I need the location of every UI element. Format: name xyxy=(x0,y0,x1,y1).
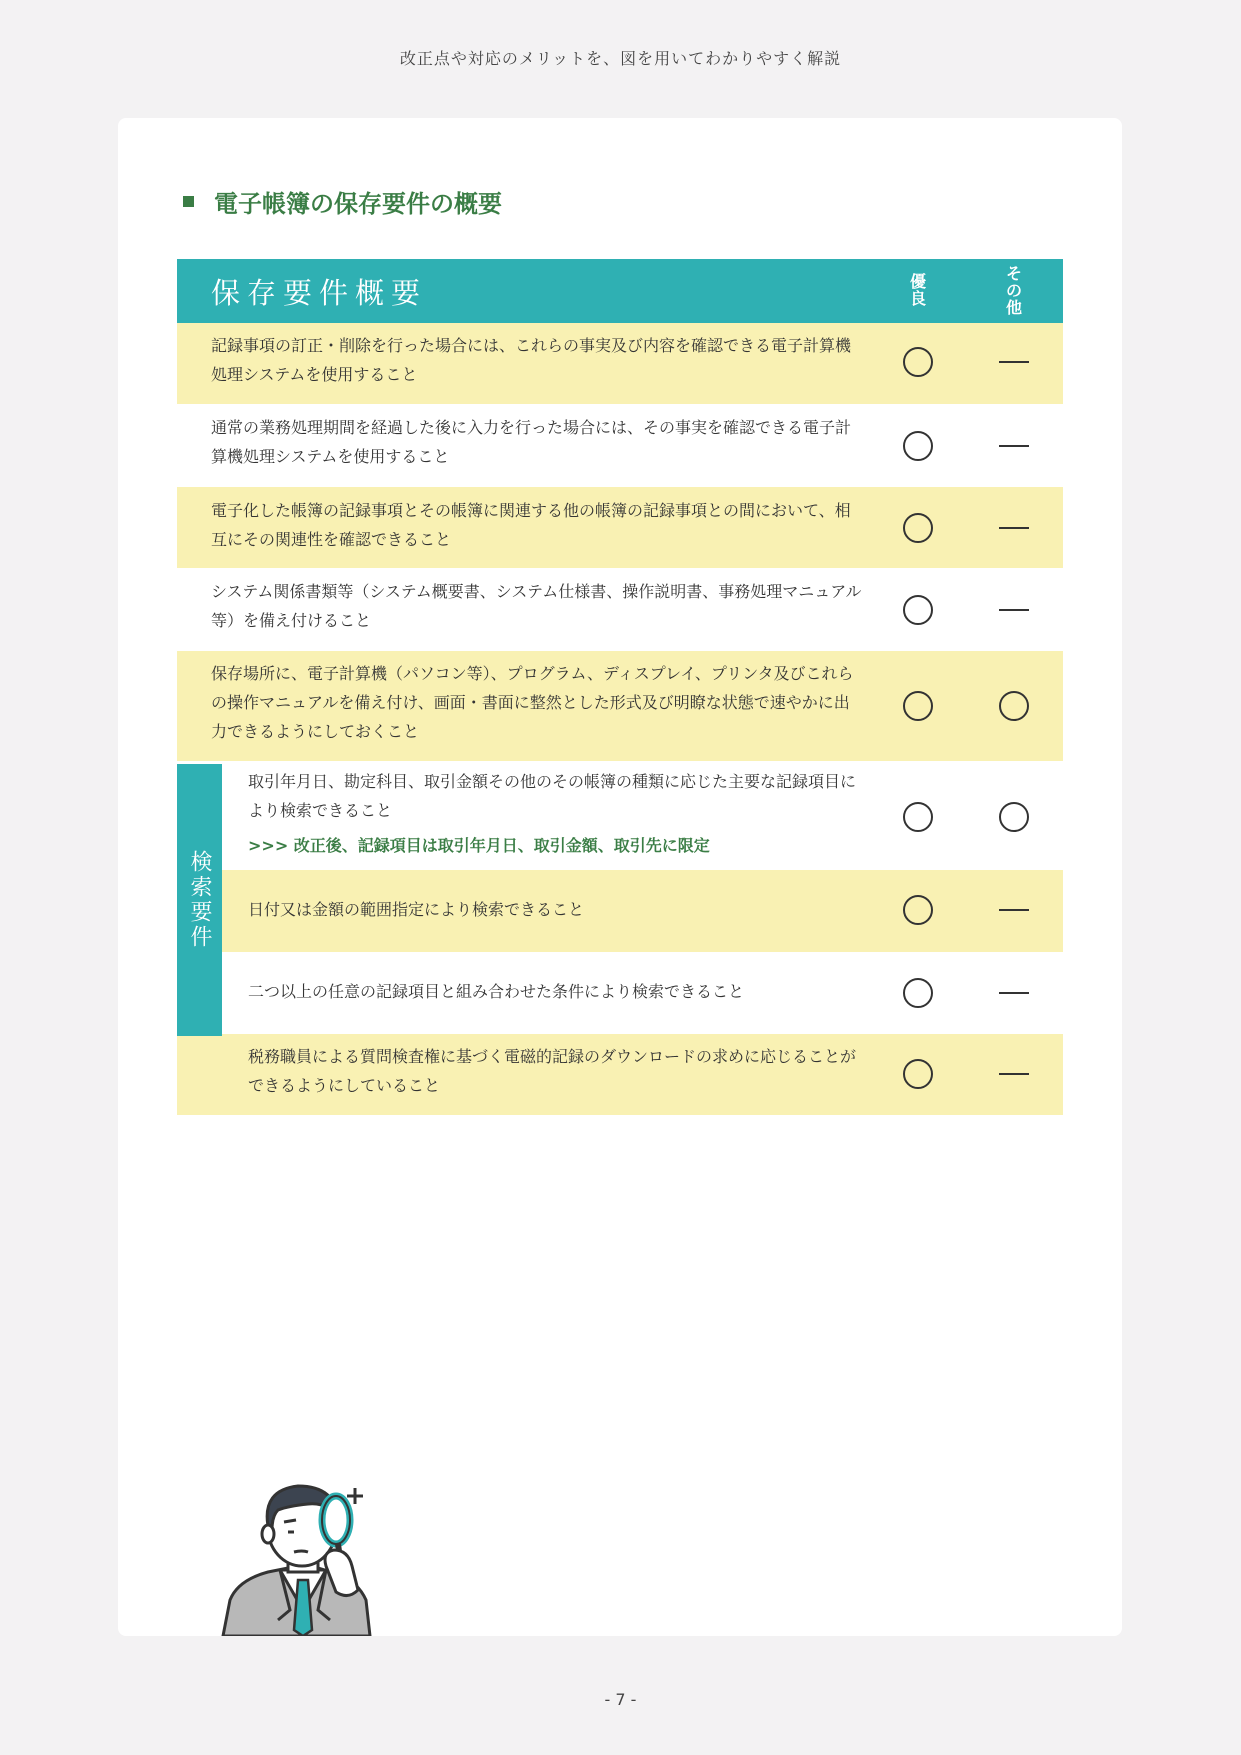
table-row xyxy=(177,487,1063,568)
circle-mark-icon xyxy=(903,691,933,721)
row-text: 通常の業務処理期間を経過した後に入力を行った場合には、その事実を確認できる電子計算機処理システムを使用すること xyxy=(211,418,852,466)
row-text: システム関係書類等（システム概要書、システム仕様書、操作説明書、事務処理マニュアル等）を備え付けること xyxy=(211,582,862,630)
dash-mark-icon xyxy=(999,1059,1029,1089)
dash-mark-icon xyxy=(999,431,1029,461)
revision-note: >>> 改正後、記録項目は取引年月日、取引金額、取引先に限定 xyxy=(248,836,710,855)
circle-mark-icon xyxy=(903,1059,933,1089)
table-row xyxy=(177,870,1063,952)
circle-mark-icon xyxy=(999,691,1029,721)
page-number: - 7 - xyxy=(604,1690,637,1709)
table-row xyxy=(177,651,1063,761)
content-card xyxy=(118,118,1122,1636)
column-header-yuryo: 優 良 xyxy=(909,272,926,308)
circle-mark-icon xyxy=(903,431,933,461)
row-text: 日付又は金額の範囲指定により検索できること xyxy=(248,900,585,919)
row-text: 記録事項の訂正・削除を行った場合には、これらの事実及び内容を確認できる電子計算機処理システムを使用すること xyxy=(211,336,852,384)
table-row xyxy=(177,761,1063,870)
row-text: 税務職員による質問検査権に基づく電磁的記録のダウンロードの求めに応じることができるようにしていること xyxy=(248,1047,857,1095)
square-bullet-icon xyxy=(183,196,194,207)
dash-mark-icon xyxy=(999,595,1029,625)
row-text: 電子化した帳簿の記録事項とその帳簿に関連する他の帳簿の記録事項との間において、相互にその関連性を確認できること xyxy=(211,501,851,549)
table-row xyxy=(177,568,1063,651)
dash-mark-icon xyxy=(999,895,1029,925)
circle-mark-icon xyxy=(903,802,933,832)
dash-mark-icon xyxy=(999,978,1029,1008)
table-row xyxy=(177,323,1063,404)
running-header: 改正点や対応のメリットを、図を用いてわかりやすく解説 xyxy=(399,49,842,68)
requirements-table xyxy=(177,259,1063,1115)
dash-mark-icon xyxy=(999,513,1029,543)
circle-mark-icon xyxy=(999,802,1029,832)
row-text: 取引年月日、勘定科目、取引金額その他のその帳簿の種類に応じた主要な記録項目により検索できること xyxy=(248,772,857,820)
search-requirements-label xyxy=(177,764,222,1036)
row-text: 二つ以上の任意の記録項目と組み合わせた条件により検索できること xyxy=(248,982,745,1001)
circle-mark-icon xyxy=(903,347,933,377)
table-row xyxy=(177,952,1063,1034)
circle-mark-icon xyxy=(903,513,933,543)
circle-mark-icon xyxy=(903,595,933,625)
table-row xyxy=(177,1034,1063,1115)
column-header-sonota: そ の 他 xyxy=(1005,264,1022,317)
section-title xyxy=(183,186,502,216)
circle-mark-icon xyxy=(903,895,933,925)
dash-mark-icon xyxy=(999,347,1029,377)
row-text: 保存場所に、電子計算機（パソコン等）、プログラム、ディスプレイ、プリンタ及びこれらの操作マニュアルを備え付け、画面・書面に整然とした形式及び明瞭な状態で速やかに出力できるようにしておくこと xyxy=(211,664,854,741)
table-header-title: 保存要件概要 xyxy=(211,276,428,310)
circle-mark-icon xyxy=(903,978,933,1008)
table-row xyxy=(177,404,1063,487)
table-header xyxy=(177,259,1063,323)
search-requirements-text: 検索要件 xyxy=(187,850,212,950)
section-title-text: 電子帳簿の保存要件の概要 xyxy=(214,189,502,218)
businessman-with-magnifying-glass-icon xyxy=(218,1480,398,1636)
